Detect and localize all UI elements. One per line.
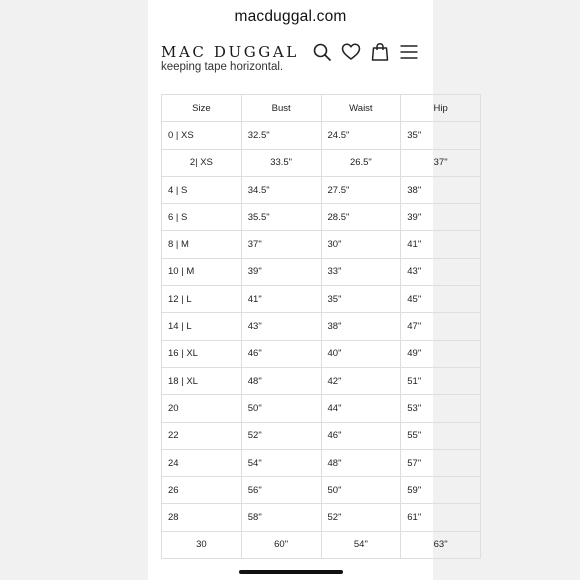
cell-bust: 43": [241, 313, 321, 340]
cell-bust: 58": [241, 504, 321, 531]
header-waist: Waist: [321, 95, 401, 122]
table-row: [162, 367, 481, 394]
cell-hip: 49": [401, 340, 481, 367]
cell-waist: 42": [321, 367, 401, 394]
cell-size: 22: [162, 422, 242, 449]
table-row: [162, 122, 481, 149]
cell-hip: 39": [401, 204, 481, 231]
header-size: Size: [162, 95, 242, 122]
cell-size: 26: [162, 477, 242, 504]
cell-hip: 59": [401, 477, 481, 504]
table-row: [162, 531, 481, 558]
table-row: [162, 504, 481, 531]
cell-size: 14 | L: [162, 313, 242, 340]
cell-size: 8 | M: [162, 231, 242, 258]
cell-waist: 30": [321, 231, 401, 258]
cell-size: 10 | M: [162, 258, 242, 285]
cell-bust: 48": [241, 367, 321, 394]
cell-waist: 27.5": [321, 176, 401, 203]
cell-bust: 34.5": [241, 176, 321, 203]
cell-waist: 40": [321, 340, 401, 367]
cell-waist: 50": [321, 477, 401, 504]
shopping-bag-icon[interactable]: [370, 42, 390, 62]
cell-size: 12 | L: [162, 286, 242, 313]
table-row: [162, 176, 481, 203]
table-row: [162, 313, 481, 340]
size-chart-scroll[interactable]: [161, 94, 448, 564]
cell-hip: 57": [401, 449, 481, 476]
header-hip: Hip: [401, 95, 481, 122]
table-row: [162, 286, 481, 313]
cell-hip: 55": [401, 422, 481, 449]
cell-hip: 45": [401, 286, 481, 313]
cell-hip: 43": [401, 258, 481, 285]
cell-waist: 24.5": [321, 122, 401, 149]
table-row: [162, 204, 481, 231]
cell-bust: 37": [241, 231, 321, 258]
cell-waist: 35": [321, 286, 401, 313]
cell-size: 20: [162, 395, 242, 422]
cell-bust: 56": [241, 477, 321, 504]
cell-size: 24: [162, 449, 242, 476]
cell-bust: 50": [241, 395, 321, 422]
url-text: macduggal.com: [234, 8, 347, 25]
cell-size: 18 | XL: [162, 367, 242, 394]
table-row: [162, 231, 481, 258]
table-row: [162, 395, 481, 422]
cell-size: 30: [162, 531, 242, 558]
cell-waist: 54": [321, 531, 401, 558]
measurement-instruction-text: keeping tape horizontal.: [161, 61, 284, 73]
cell-size: 0 | XS: [162, 122, 242, 149]
cell-bust: 39": [241, 258, 321, 285]
table-row: [162, 477, 481, 504]
heart-icon[interactable]: [341, 42, 361, 62]
cell-hip: 61": [401, 504, 481, 531]
table-row: [162, 258, 481, 285]
phone-screen: [148, 0, 448, 580]
cell-size: 6 | S: [162, 204, 242, 231]
cell-waist: 44": [321, 395, 401, 422]
table-row: [162, 149, 481, 176]
cell-waist: 33": [321, 258, 401, 285]
cell-hip: 37": [401, 149, 481, 176]
header-bust: Bust: [241, 95, 321, 122]
cell-size: 4 | S: [162, 176, 242, 203]
cell-waist: 28.5": [321, 204, 401, 231]
table-header-row: [162, 95, 481, 122]
cell-bust: 33.5": [241, 149, 321, 176]
cell-hip: 53": [401, 395, 481, 422]
home-indicator[interactable]: [239, 570, 343, 574]
cell-hip: 35": [401, 122, 481, 149]
cell-bust: 32.5": [241, 122, 321, 149]
cell-size: 28: [162, 504, 242, 531]
table-row: [162, 449, 481, 476]
cell-waist: 38": [321, 313, 401, 340]
table-row: [162, 422, 481, 449]
brand-logo[interactable]: MAC DUGGAL: [161, 43, 299, 61]
cell-waist: 26.5": [321, 149, 401, 176]
cell-hip: 38": [401, 176, 481, 203]
cell-hip: 41": [401, 231, 481, 258]
cell-waist: 48": [321, 449, 401, 476]
cell-size: 2| XS: [162, 149, 242, 176]
cell-bust: 41": [241, 286, 321, 313]
menu-icon[interactable]: [399, 42, 419, 62]
cell-bust: 60": [241, 531, 321, 558]
cell-hip: 51": [401, 367, 481, 394]
cell-bust: 35.5": [241, 204, 321, 231]
cell-bust: 46": [241, 340, 321, 367]
size-chart-table: [161, 94, 481, 559]
cell-waist: 46": [321, 422, 401, 449]
cell-bust: 52": [241, 422, 321, 449]
browser-url-bar[interactable]: [148, 0, 433, 32]
cell-hip: 63": [401, 531, 481, 558]
table-row: [162, 340, 481, 367]
search-icon[interactable]: [312, 42, 332, 62]
cell-bust: 54": [241, 449, 321, 476]
cell-waist: 52": [321, 504, 401, 531]
cell-size: 16 | XL: [162, 340, 242, 367]
cell-hip: 47": [401, 313, 481, 340]
